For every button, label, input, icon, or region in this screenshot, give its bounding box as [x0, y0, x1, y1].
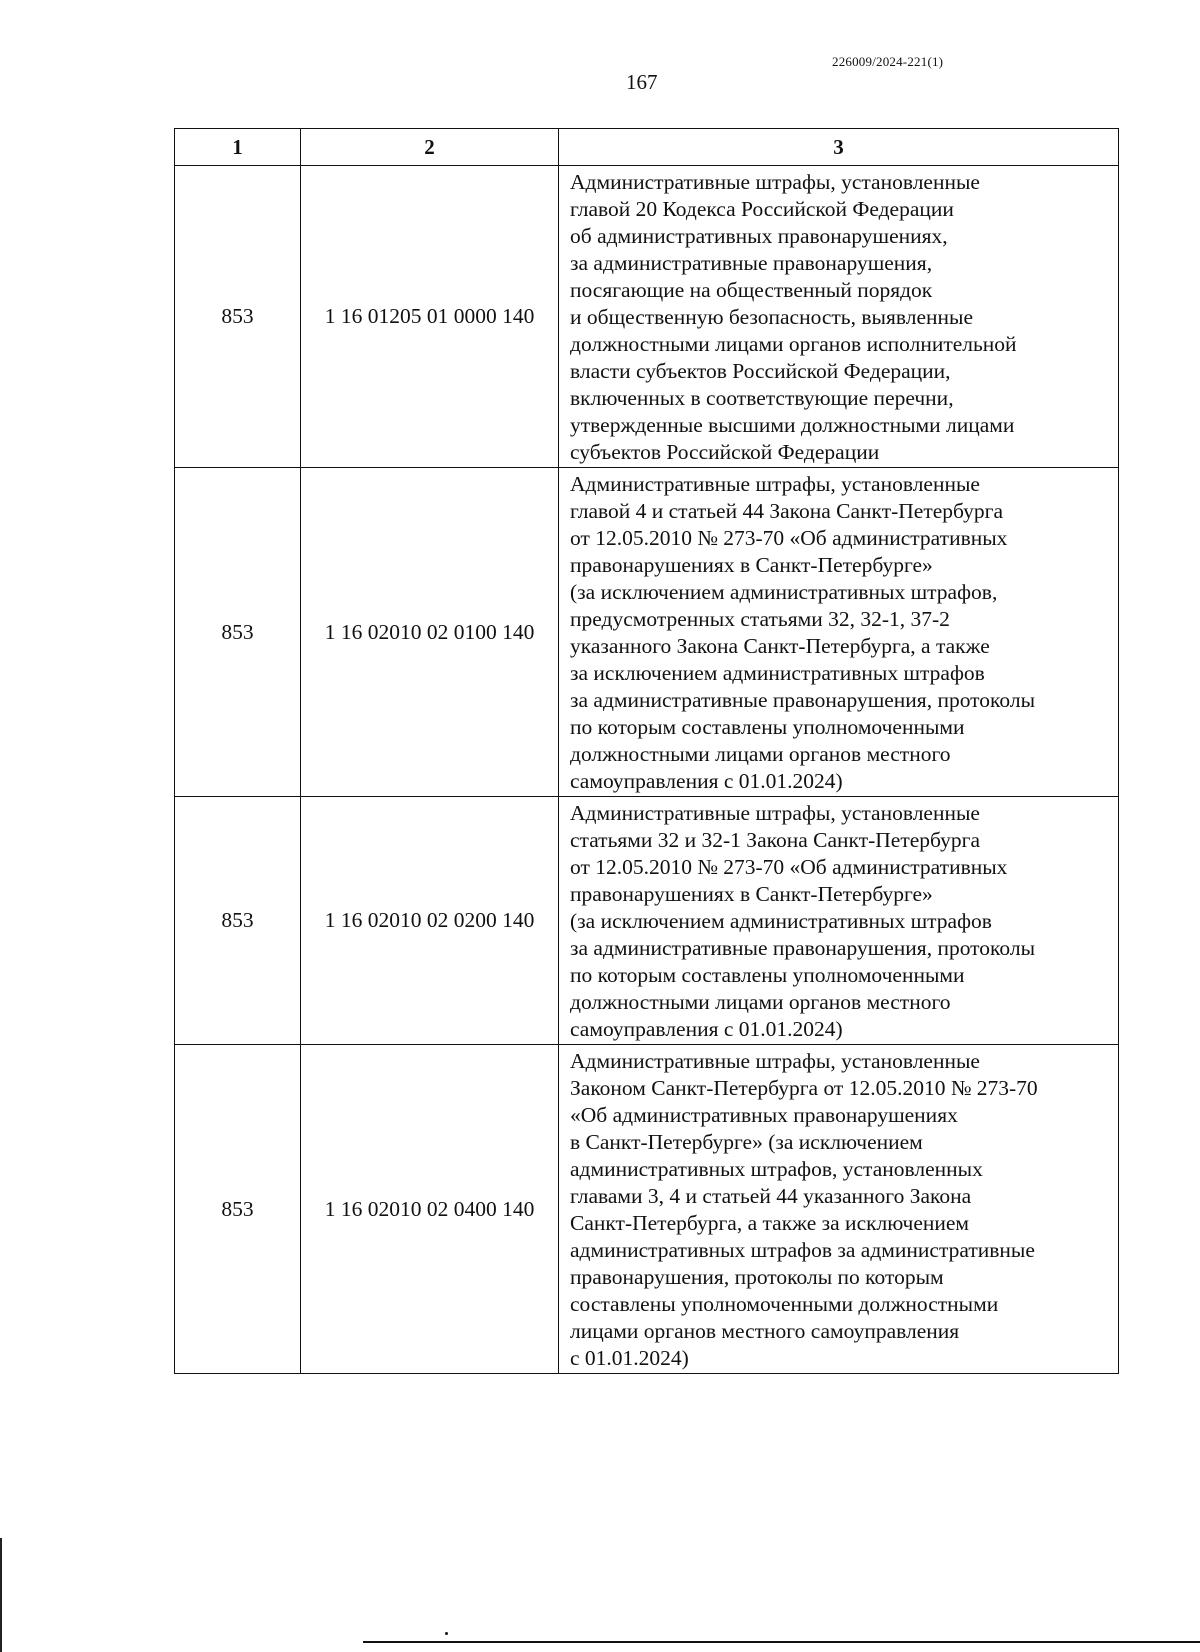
revenue-code-cell: 1 16 01205 01 0000 140	[301, 166, 559, 468]
description-line: должностными лицами органов исполнительной	[570, 332, 1017, 356]
description-line: власти субъектов Российской Федерации,	[570, 359, 951, 383]
revenue-code-cell: 1 16 02010 02 0200 140	[301, 797, 559, 1045]
description-line: предусмотренных статьями 32, 32-1, 37-2	[570, 607, 950, 631]
description-line: и общественную безопасность, выявленные	[570, 305, 973, 329]
column-header-3: 3	[559, 129, 1119, 166]
table-header-row	[175, 129, 1119, 166]
description-line: административных штрафов за административные	[570, 1238, 1035, 1262]
description-line: должностными лицами органов местного	[570, 990, 951, 1014]
description-line: самоуправления с 01.01.2024)	[570, 1017, 843, 1041]
description-cell	[559, 468, 1119, 797]
description-line: правонарушениях в Санкт-Петербурге»	[570, 553, 933, 577]
description-line: от 12.05.2010 № 273-70 «Об административных	[570, 855, 1008, 879]
description-line: Административные штрафы, установленные	[570, 170, 980, 194]
description-line: главой 4 и статьей 44 Закона Санкт-Петербурга	[570, 499, 1004, 523]
description-line: «Об административных правонарушениях	[570, 1103, 958, 1127]
column-header-1: 1	[175, 129, 301, 166]
description-line: от 12.05.2010 № 273-70 «Об административных	[570, 526, 1008, 550]
table-row	[175, 468, 1119, 797]
description-cell	[559, 1045, 1119, 1374]
description-line: за исключением административных штрафов	[570, 661, 985, 685]
description-line: утвержденные высшими должностными лицами	[570, 413, 1015, 437]
description-line: статьями 32 и 32-1 Закона Санкт-Петербурга	[570, 828, 980, 852]
description-line: главой 20 Кодекса Российской Федерации	[570, 197, 954, 221]
description-line: по которым составлены уполномоченными	[570, 715, 965, 739]
admin-code-cell: 853	[175, 1045, 301, 1374]
description-line: посягающие на общественный порядок	[570, 278, 933, 302]
description-line: самоуправления с 01.01.2024)	[570, 769, 843, 793]
scan-edge-line	[0, 1538, 2, 1652]
description-line: об административных правонарушениях,	[570, 224, 948, 248]
admin-code-cell: 853	[175, 468, 301, 797]
table-row	[175, 797, 1119, 1045]
document-number: 226009/2024-221(1)	[832, 54, 944, 69]
description-line: главами 3, 4 и статьей 44 указанного Закона	[570, 1184, 972, 1208]
description-line: Административные штрафы, установленные	[570, 1049, 980, 1073]
description-line: включенных в соответствующие перечни,	[570, 386, 954, 410]
column-header-2: 2	[301, 129, 559, 166]
description-line: составлены уполномоченными должностными	[570, 1292, 999, 1316]
description-line: Административные штрафы, установленные	[570, 472, 980, 496]
description-line: (за исключением административных штрафов,	[570, 580, 998, 604]
description-line: субъектов Российской Федерации	[570, 440, 880, 464]
description-line: административных штрафов, установленных	[570, 1157, 983, 1181]
revenue-code-cell: 1 16 02010 02 0400 140	[301, 1045, 559, 1374]
bottom-rule	[363, 1641, 1200, 1643]
description-line: правонарушениях в Санкт-Петербурге»	[570, 882, 933, 906]
admin-code-cell: 853	[175, 797, 301, 1045]
description-line: указанного Закона Санкт-Петербурга, а также	[570, 634, 990, 658]
revenue-code-cell: 1 16 02010 02 0100 140	[301, 468, 559, 797]
scan-dot	[445, 1632, 448, 1635]
description-line: лицами органов местного самоуправления	[570, 1319, 960, 1343]
description-line: в Санкт-Петербурге» (за исключением	[570, 1130, 923, 1154]
description-line: (за исключением административных штрафов	[570, 909, 992, 933]
description-cell	[559, 166, 1119, 468]
description-line: Административные штрафы, установленные	[570, 801, 980, 825]
page-number: 167	[626, 70, 658, 94]
table-row	[175, 166, 1119, 468]
table-body	[175, 166, 1119, 1374]
description-line: за административные правонарушения, протоколы	[570, 688, 1036, 712]
description-line: с 01.01.2024)	[570, 1346, 689, 1370]
description-line: за административные правонарушения, протоколы	[570, 936, 1036, 960]
description-line: Законом Санкт-Петербурга от 12.05.2010 № 273-70	[570, 1076, 1038, 1100]
description-cell	[559, 797, 1119, 1045]
description-line: должностными лицами органов местного	[570, 742, 951, 766]
admin-code-cell: 853	[175, 166, 301, 468]
revenue-codes-table	[174, 128, 1119, 1374]
table-row	[175, 1045, 1119, 1374]
description-line: по которым составлены уполномоченными	[570, 963, 965, 987]
description-line: за административные правонарушения,	[570, 251, 933, 275]
description-line: правонарушения, протоколы по которым	[570, 1265, 944, 1289]
description-line: Санкт-Петербурга, а также за исключением	[570, 1211, 970, 1235]
